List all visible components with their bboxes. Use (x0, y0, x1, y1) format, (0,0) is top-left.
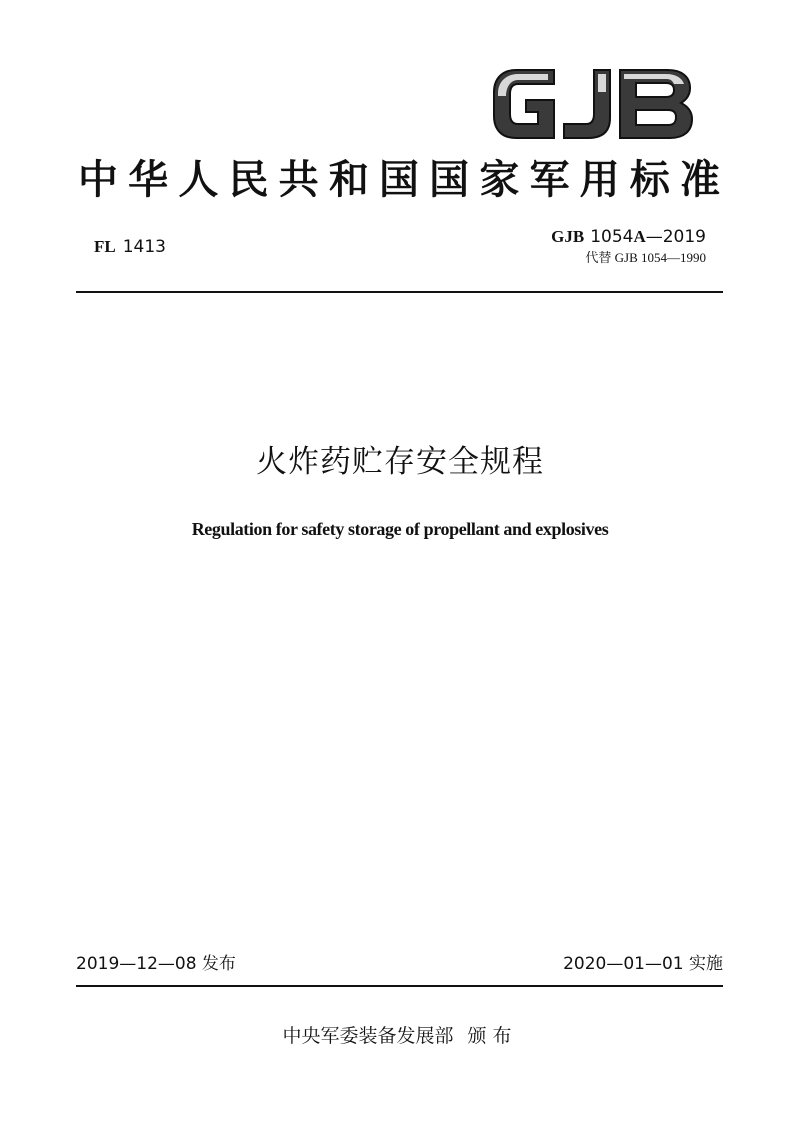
replaces-standard: 代替 GJB 1054—1990 (585, 250, 706, 265)
classification-number: 1413 (122, 237, 166, 257)
document-title-english: Regulation for safety storage of propellant and explosives (191, 519, 609, 539)
logo-letter-g (494, 70, 554, 138)
implementation-date: 2020—01—01 实施 (563, 954, 723, 974)
top-divider (76, 291, 723, 293)
standard-number (551, 226, 706, 248)
classification-code (94, 236, 166, 258)
issue-date: 2019—12—08 发布 (76, 954, 236, 974)
standard-number-prefix: GJB (551, 227, 585, 246)
logo-letter-b (620, 70, 692, 138)
gjb-logo-graphic (488, 62, 698, 146)
gjb-logo (488, 62, 698, 146)
standard-number-year: —2019 (645, 227, 706, 247)
standard-category-title: 中华人民共和国国家军用标准 (78, 157, 723, 203)
issuer-verb: 颁布 (467, 1025, 518, 1047)
classification-label: FL (94, 237, 116, 256)
standard-number-code: 1054 (590, 227, 634, 247)
logo-letter-j (564, 70, 610, 138)
document-title-chinese: 火炸药贮存安全规程 (256, 444, 544, 480)
issuer (0, 1023, 800, 1049)
standard-number-suffix: A (633, 227, 646, 246)
bottom-divider (76, 985, 723, 987)
issuer-organization: 中央军委装备发展部 (282, 1025, 454, 1047)
